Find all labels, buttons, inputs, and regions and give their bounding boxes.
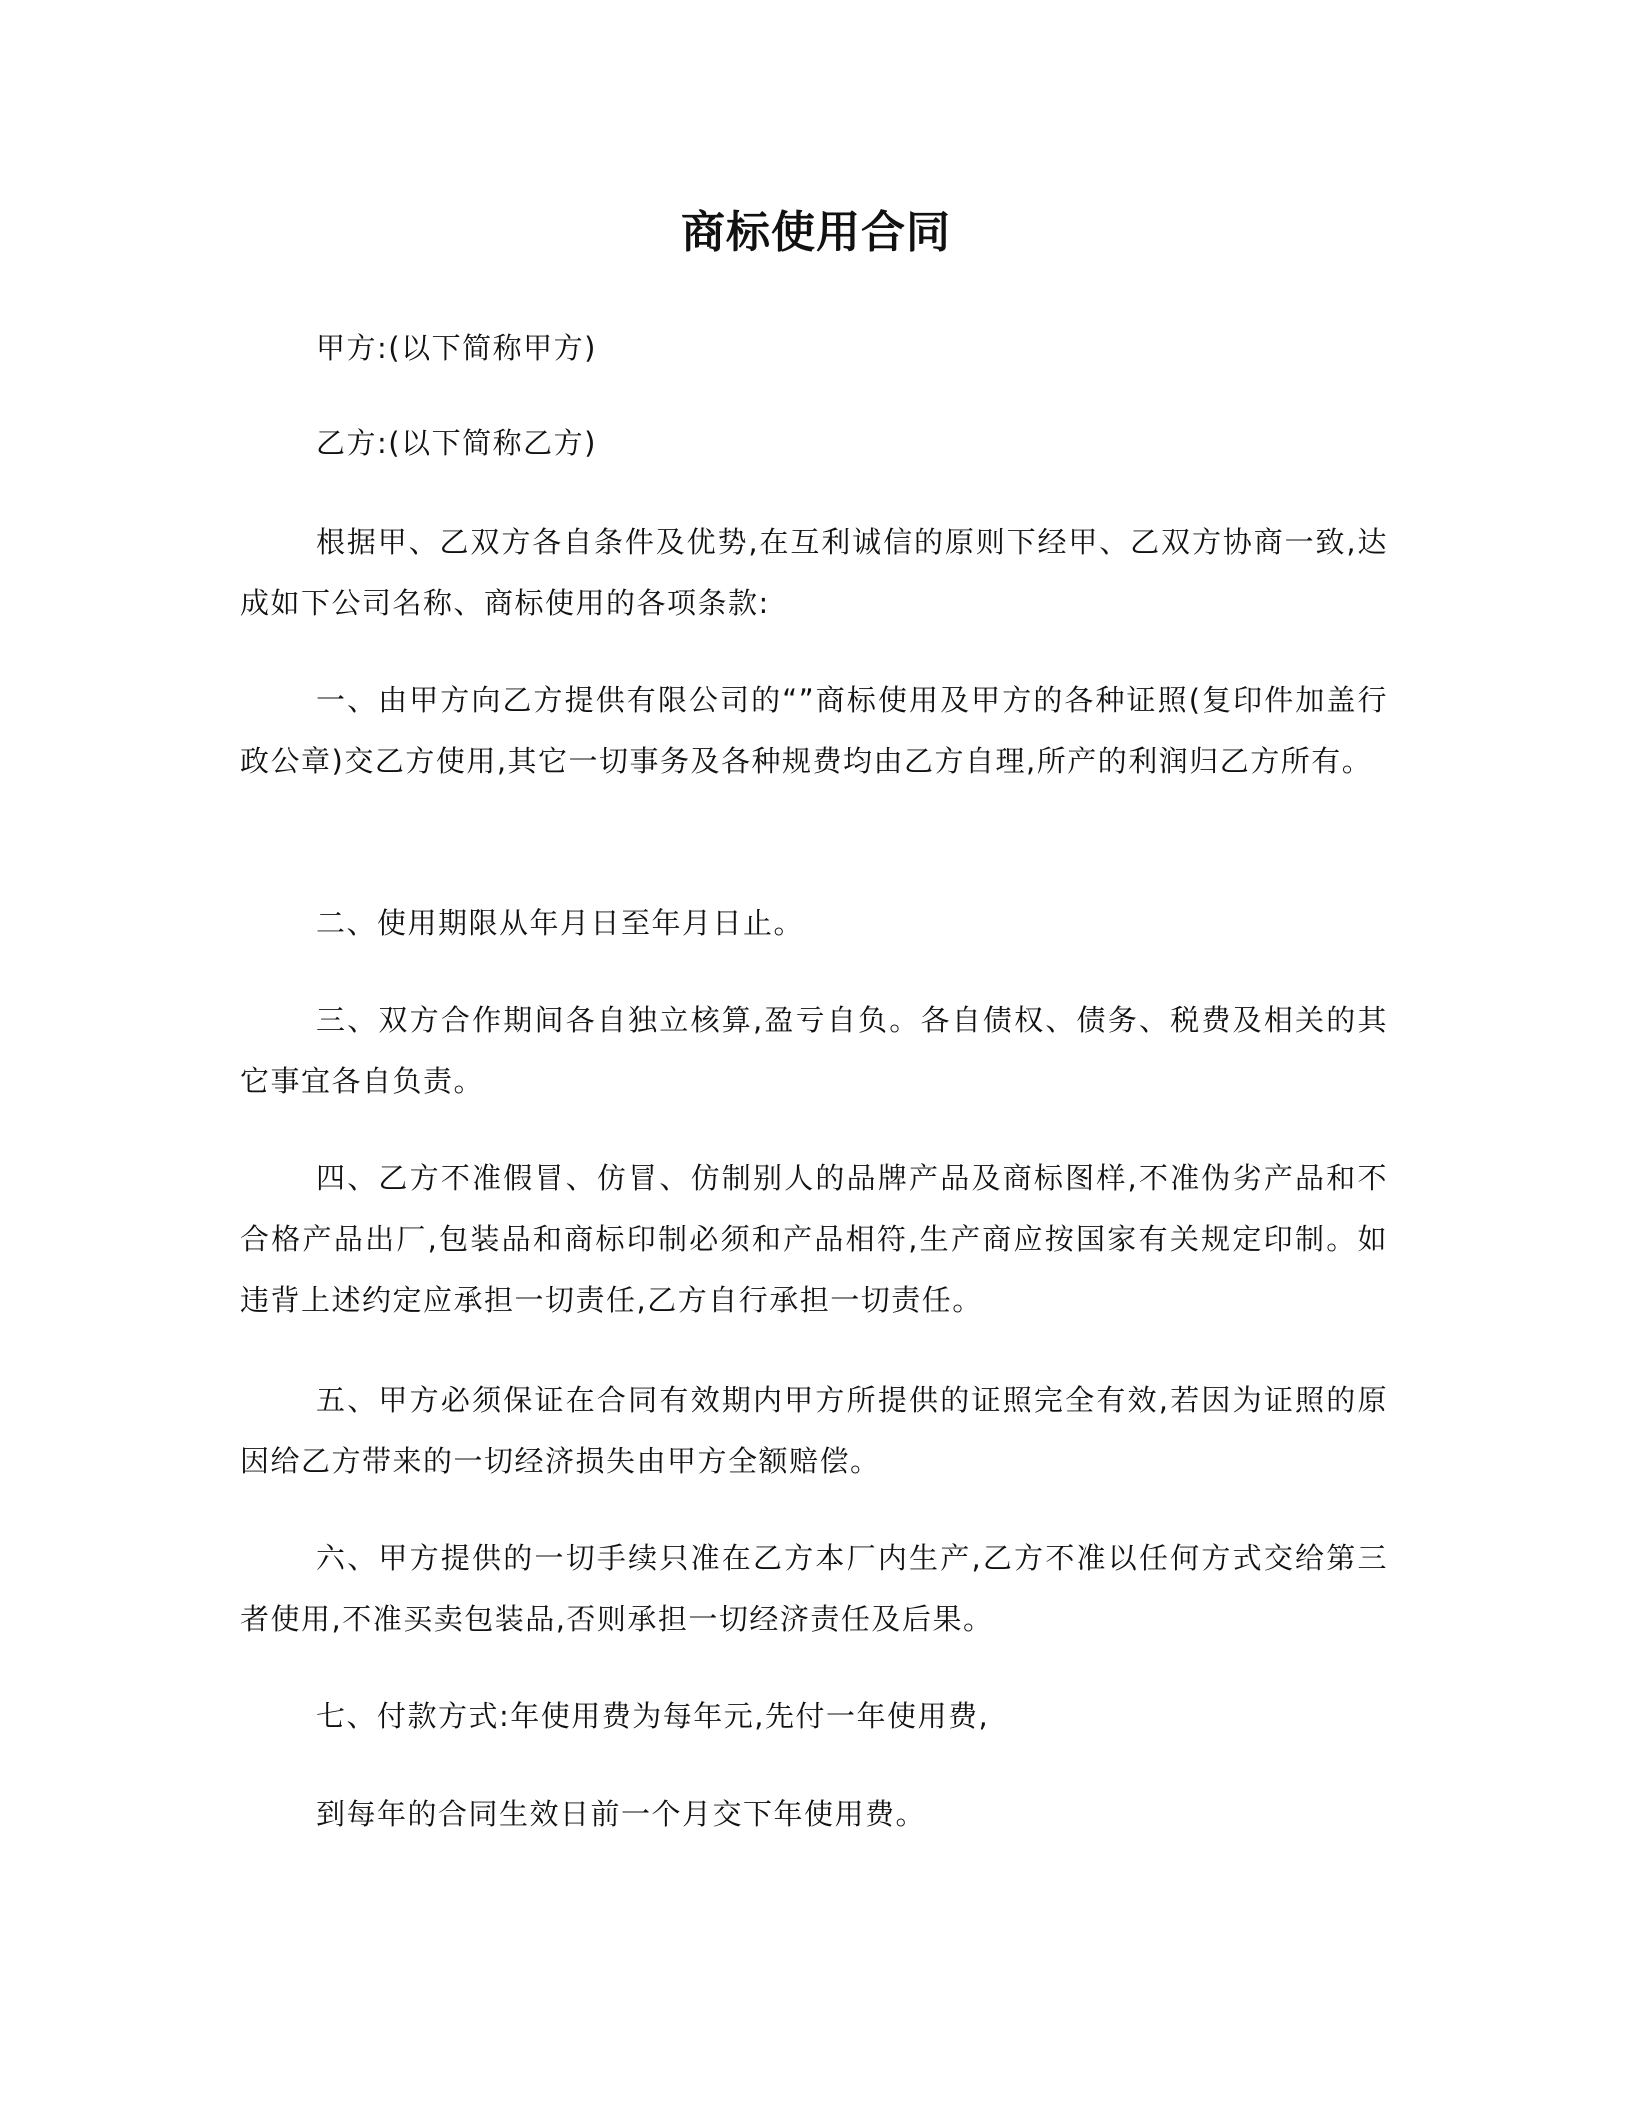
clause-5-paragraph: 五、甲方必须保证在合同有效期内甲方所提供的证照完全有效,若因为证照的原因给乙方带来的一切经济损失由甲方全额赔偿。 [240, 1383, 1388, 1478]
payment-continuation-paragraph: 到每年的合同生效日前一个月交下年使用费。 [316, 1797, 927, 1831]
clause-6-paragraph: 六、甲方提供的一切手续只准在乙方本厂内生产,乙方不准以任何方式交给第三者使用,不准买卖包装品,否则承担一切经济责任及后果。 [240, 1541, 1388, 1636]
party-a-line: 甲方:(以下简称甲方) [316, 331, 597, 365]
clause-4-paragraph: 四、乙方不准假冒、仿冒、仿制别人的品牌产品及商标图样,不准伪劣产品和不合格产品出厂,包装品和商标印制必须和产品相符,生产商应按国家有关规定印制。如违背上述约定应承担一切责任,乙方自行承担一切责任。 [240, 1161, 1388, 1317]
preamble-paragraph: 根据甲、乙双方各自条件及优势,在互利诚信的原则下经甲、乙双方协商一致,达成如下公司名称、商标使用的各项条款: [240, 525, 1388, 620]
clause-3-paragraph: 三、双方合作期间各自独立核算,盈亏自负。各自债权、债务、税费及相关的其它事宜各自负责。 [240, 1003, 1388, 1098]
clause-2-paragraph: 二、使用期限从年月日至年月日止。 [316, 906, 805, 940]
document-title: 商标使用合同 [681, 207, 951, 258]
party-b-line: 乙方:(以下简称乙方) [316, 426, 597, 460]
clause-7-paragraph: 七、付款方式:年使用费为每年元,先付一年使用费, [316, 1699, 990, 1733]
clause-1-paragraph: 一、由甲方向乙方提供有限公司的“”商标使用及甲方的各种证照(复印件加盖行政公章)交乙方使用,其它一切事务及各种规费均由乙方自理,所产的利润归乙方所有。 [240, 683, 1388, 778]
